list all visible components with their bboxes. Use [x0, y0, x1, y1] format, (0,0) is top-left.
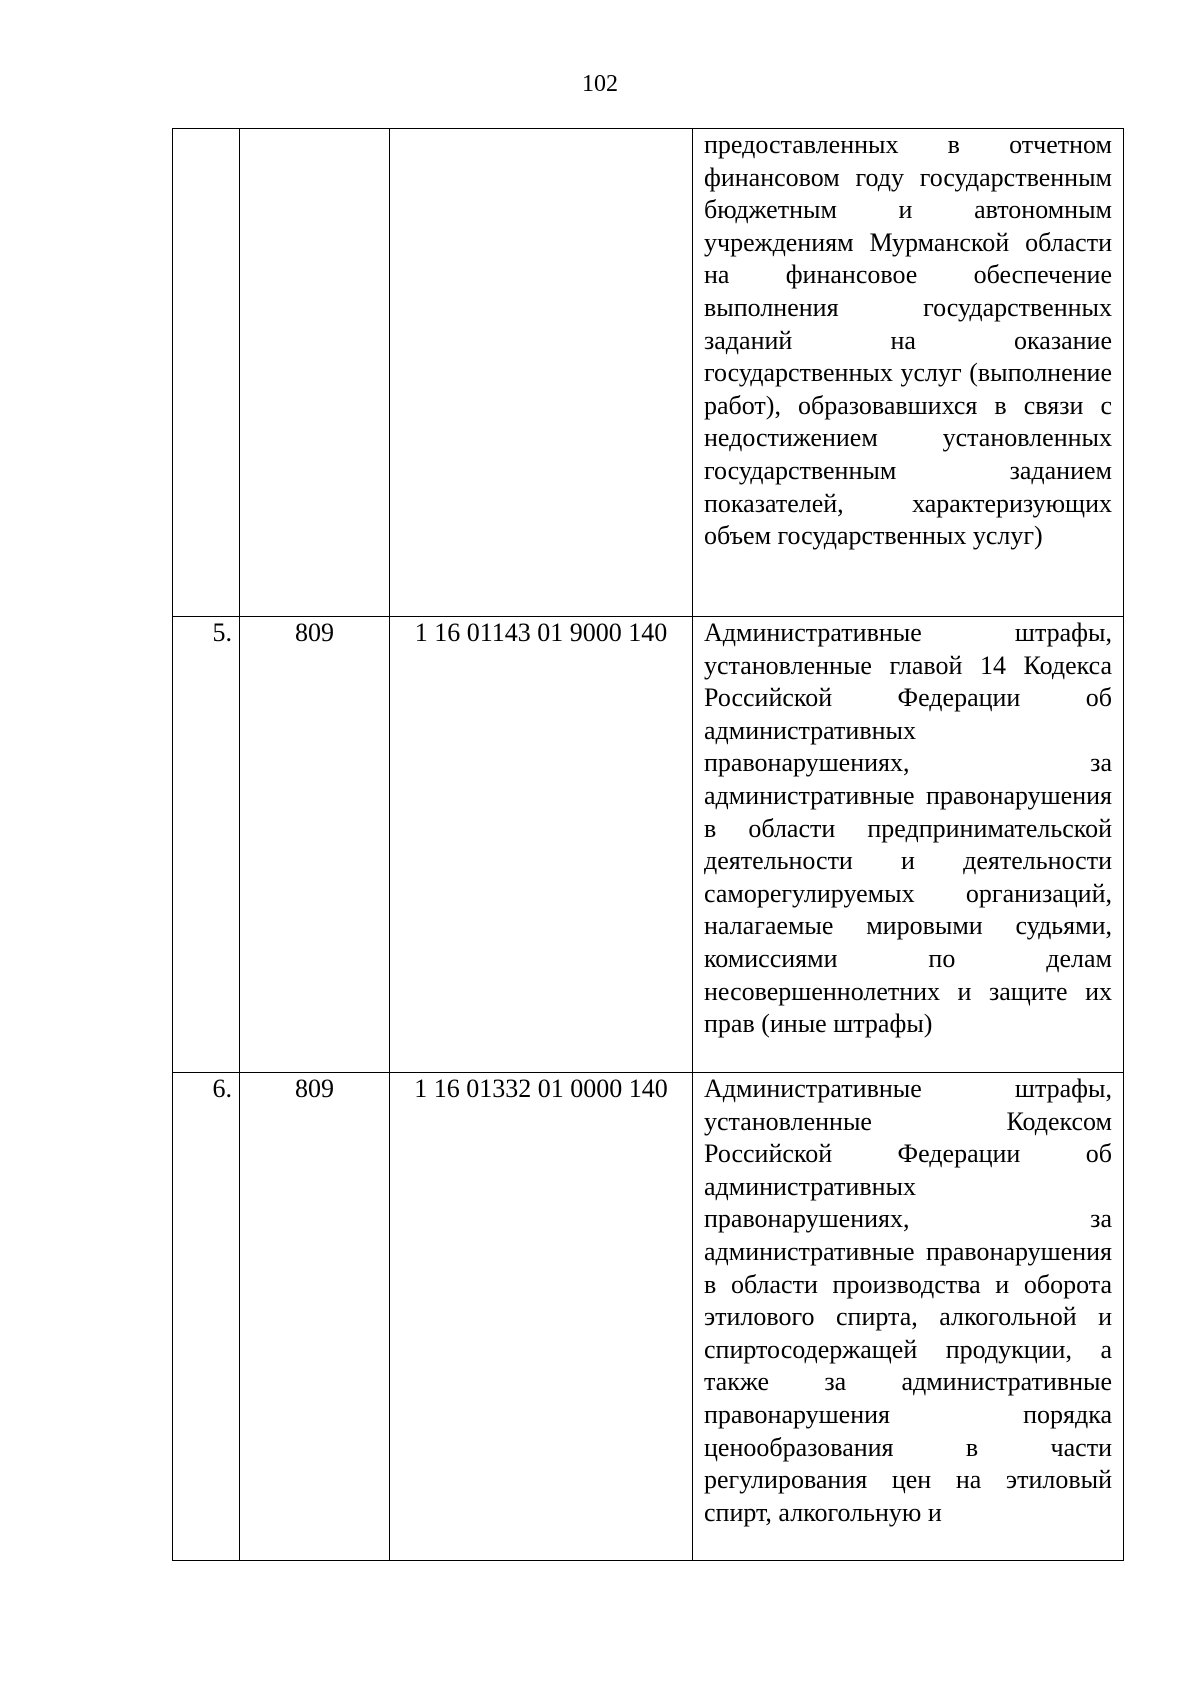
description-text: предоставленных в отчетном финансовом году государственным бюджетным и автономным учреждениям Мурманской области на финансовое обеспечение выполнения государственных заданий на оказание государственных услуг (выполнение работ), образовавшихся в связи с недостижением установленных государственным заданием показателей, характеризующих объем государственных услуг)	[704, 130, 1112, 551]
row-number-cell	[173, 617, 240, 1073]
description-cell	[693, 617, 1124, 1073]
row-number-cell	[173, 129, 240, 617]
budget-code-cell	[390, 1073, 693, 1561]
table-row	[173, 1073, 1124, 1561]
admin-code-cell	[240, 617, 390, 1073]
budget-code: 1 16 01143 01 9000 140	[414, 618, 668, 647]
document-table	[172, 128, 1124, 1561]
row-number: 6.	[212, 1074, 232, 1103]
row-number: 5.	[212, 618, 232, 647]
admin-code: 809	[295, 618, 334, 647]
description-cell	[693, 1073, 1124, 1561]
admin-code-cell	[240, 129, 390, 617]
budget-code-cell	[390, 617, 693, 1073]
admin-code: 809	[295, 1074, 334, 1103]
budget-code: 1 16 01332 01 0000 140	[414, 1074, 668, 1103]
description-cell	[693, 129, 1124, 617]
description-text: Административные штрафы, установленные Кодексом Российской Федерации об административных правонарушениях, за административные правонарушения в области производства и оборота этилового спирта, алкогольной и спиртосодержащей продукции, а также за административные правонарушения порядка ценообразования в части регулирования цен на этиловый спирт, алкогольную и	[704, 1074, 1112, 1527]
row-number-cell	[173, 1073, 240, 1561]
admin-code-cell	[240, 1073, 390, 1561]
table-row	[173, 617, 1124, 1073]
page-number: 102	[582, 71, 618, 97]
table-row	[173, 129, 1124, 617]
description-text: Административные штрафы, установленные главой 14 Кодекса Российской Федерации об административных правонарушениях, за административные правонарушения в области предпринимательской деятельности и деятельности саморегулируемых организаций, налагаемые мировыми судьями, комиссиями по делам несовершеннолетних и защите их прав (иные штрафы)	[704, 618, 1112, 1039]
budget-code-cell	[390, 129, 693, 617]
